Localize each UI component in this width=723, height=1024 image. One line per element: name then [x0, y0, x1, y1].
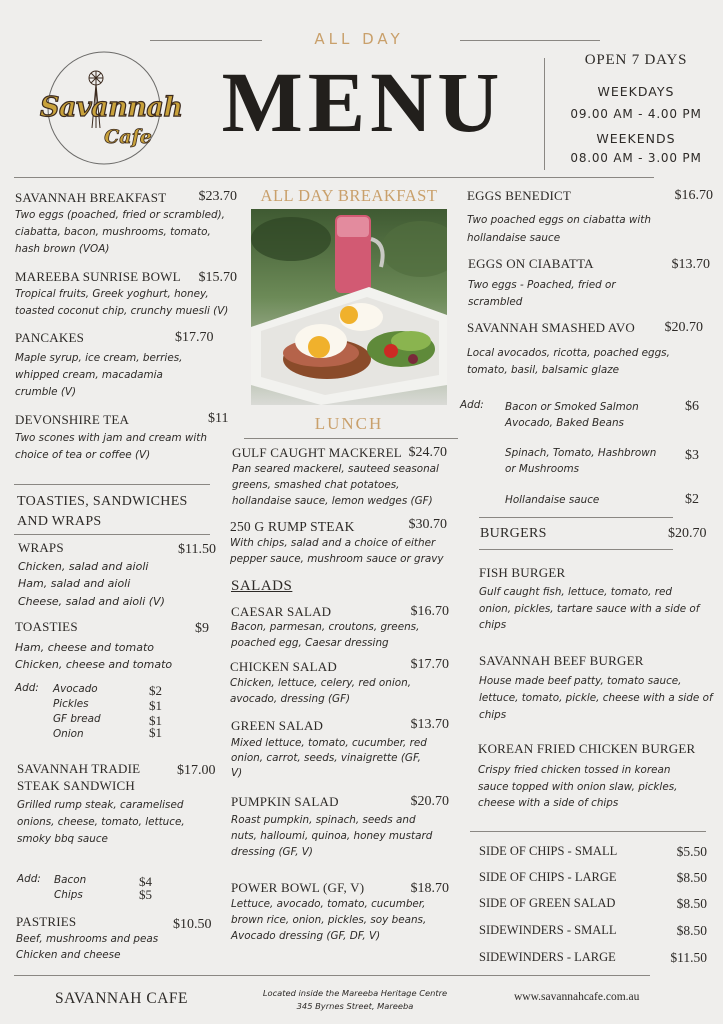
- footer-rule: [14, 975, 650, 976]
- item-name: SAVANNAH SMASHED AVO: [467, 320, 635, 335]
- item-price: $17.70: [175, 330, 214, 345]
- side-name: SIDEWINDERS - SMALL: [479, 923, 617, 937]
- item-price: $24.70: [408, 445, 447, 460]
- item-desc: Two poached eggs on ciabatta with hollandaise sauce: [467, 214, 651, 244]
- item-price: $11.50: [178, 542, 216, 557]
- toasties-add-ons: [15, 682, 205, 742]
- item-name: EGGS ON CIABATTA: [468, 256, 594, 271]
- add-item: Onion: [53, 728, 84, 740]
- add-price: $5: [139, 887, 152, 902]
- item-price: $23.70: [198, 189, 237, 204]
- side-row: [479, 870, 707, 890]
- item-name: KOREAN FRIED CHICKEN BURGER: [478, 741, 696, 756]
- toasties-section-title: TOASTIES, SANDWICHES AND WRAPS: [17, 494, 188, 529]
- item-desc: Pan seared mackerel, sauteed seasonal greens, smashed chat potatoes, hollandaise sauce, lemon wedges (GF): [232, 463, 439, 507]
- side-price: $8.50: [676, 896, 707, 911]
- item-desc: House made beef patty, tomato sauce, lettuce, tomato, pickle, cheese with a side of chips: [479, 675, 713, 721]
- all-day-label: ALL DAY: [314, 30, 404, 48]
- side-row: [479, 923, 707, 943]
- item-line: Chicken and cheese: [16, 949, 121, 961]
- item-name: TOASTIES: [15, 619, 78, 634]
- item-desc: Bacon, parmesan, croutons, greens, poached egg, Caesar dressing: [231, 621, 420, 649]
- item-name: MAREEBA SUNRISE BOWL: [15, 269, 181, 284]
- add-item: GF bread: [53, 713, 101, 725]
- lunch-title: LUNCH: [314, 414, 384, 433]
- toasties-rule-top: [14, 484, 210, 485]
- item-line: Chicken, salad and aioli: [18, 560, 149, 573]
- item-name: EGGS BENEDICT: [467, 188, 572, 203]
- item-name: SAVANNAH TRADIE STEAK SANDWICH: [17, 761, 141, 793]
- toasties-rule-bottom: [14, 534, 210, 535]
- add-price: $1: [149, 698, 162, 713]
- item-name: SAVANNAH BEEF BURGER: [479, 653, 644, 668]
- item-desc: Crispy fried chicken tossed in korean sauce topped with onion slaw, pickles, cheese with a side of chips: [478, 764, 678, 809]
- item-desc: With chips, salad and a choice of either pepper sauce, mushroom sauce or gravy: [230, 537, 444, 565]
- burgers-title: BURGERS: [480, 526, 547, 541]
- all-day-breakfast-title: ALL DAY BREAKFAST: [260, 186, 438, 205]
- item-line: Ham, cheese and tomato: [15, 641, 155, 654]
- logo-subword: Cafe: [104, 126, 152, 148]
- item-name: PANCAKES: [15, 330, 85, 345]
- item-price: $16.70: [674, 188, 713, 203]
- item-desc: Chicken, lettuce, celery, red onion, avocado, dressing (GF): [230, 677, 412, 705]
- item-desc: Maple syrup, ice cream, berries, whipped cream, macadamia crumble (V): [15, 352, 183, 398]
- item-name: CHICKEN SALAD: [230, 659, 337, 674]
- item-price: $20.70: [410, 794, 449, 809]
- add-label: Add:: [15, 682, 39, 694]
- logo: [40, 48, 183, 170]
- add-price: $2: [685, 492, 699, 507]
- breakfast-photo-art: [251, 209, 447, 405]
- side-price: $5.50: [676, 844, 707, 859]
- item-desc: Gulf caught fish, lettuce, tomato, red onion, pickles, tartare sauce with a side of chips: [479, 586, 700, 631]
- add-item: Spinach, Tomato, Hashbrown or Mushrooms: [505, 447, 657, 475]
- sides-rule: [470, 831, 706, 832]
- add-label: Add:: [17, 873, 41, 885]
- burgers-rule-top: [479, 517, 673, 518]
- footer-location-line1: Located inside the Mareeba Heritage Centre: [262, 988, 448, 998]
- burgers-rule-bottom: [479, 549, 673, 550]
- menu-title: MENU: [221, 54, 505, 150]
- item-desc: Lettuce, avocado, tomato, cucumber, brown rice, onion, pickles, soy beans, Avocado dressing (GF, DF, V): [231, 898, 427, 942]
- logo-wordmark: Savannah: [40, 92, 183, 123]
- item-price: $18.70: [410, 881, 449, 896]
- item-price: $17.70: [410, 657, 449, 672]
- item-desc: Grilled rump steak, caramelised onions, cheese, tomato, lettuce, smoky bbq sauce: [17, 799, 185, 845]
- side-price: $8.50: [676, 923, 707, 938]
- lunch-rule: [244, 438, 458, 439]
- item-price: $20.70: [664, 320, 703, 335]
- item-price: $10.50: [173, 917, 212, 932]
- item-price: $30.70: [408, 517, 447, 532]
- item-price: $16.70: [410, 604, 449, 619]
- item-desc: Mixed lettuce, tomato, cucumber, red onion, carrot, seeds, vinaigrette (GF, V): [231, 737, 427, 779]
- side-price: $8.50: [676, 870, 707, 885]
- add-item: Bacon or Smoked Salmon Avocado, Baked Beans: [505, 401, 639, 429]
- footer-cafe-name: SAVANNAH CAFE: [55, 990, 188, 1007]
- item-desc: Two eggs - Poached, fried or scrambled: [468, 279, 616, 308]
- side-row: [479, 950, 707, 970]
- item-desc: Two scones with jam and cream with choice of tea or coffee (V): [15, 432, 207, 461]
- breakfast-photo: [251, 209, 447, 405]
- item-price: $13.70: [410, 717, 449, 732]
- tradie-add-ons: [17, 873, 167, 905]
- add-item: Avocado: [53, 683, 98, 695]
- item-desc: Two eggs (poached, fried or scrambled), ciabatta, bacon, mushrooms, tomato, hash brown (VOA): [15, 209, 225, 255]
- item-name: WRAPS: [18, 540, 64, 555]
- add-price: $2: [149, 683, 162, 698]
- hours-divider: [544, 58, 545, 170]
- item-name: GREEN SALAD: [231, 718, 324, 733]
- item-name: SAVANNAH BREAKFAST: [15, 190, 167, 205]
- item-price: $15.70: [198, 270, 237, 285]
- weekends-label: WEEKENDS: [596, 131, 676, 146]
- add-price: $4: [139, 874, 152, 889]
- footer-website-link[interactable]: www.savannahcafe.com.au: [514, 991, 640, 1003]
- open-days: OPEN 7 DAYS: [584, 52, 688, 68]
- side-name: SIDE OF CHIPS - SMALL: [479, 844, 618, 858]
- item-name: PASTRIES: [16, 914, 77, 929]
- side-name: SIDE OF GREEN SALAD: [479, 896, 616, 910]
- weekends-hours: 08.00 AM - 3.00 PM: [570, 151, 702, 165]
- item-line: Chicken, cheese and tomato: [15, 658, 173, 671]
- item-price: $17.00: [177, 763, 216, 778]
- add-price: $1: [149, 713, 162, 728]
- item-name: GULF CAUGHT MACKEREL: [232, 445, 402, 460]
- add-item: Hollandaise sauce: [505, 494, 600, 506]
- side-row: [479, 844, 707, 864]
- item-desc: Local avocados, ricotta, poached eggs, tomato, basil, balsamic glaze: [467, 347, 670, 376]
- add-item: Bacon: [54, 874, 87, 886]
- burgers-price: $20.70: [668, 526, 707, 541]
- add-price: $6: [685, 399, 699, 414]
- header-bottom-rule: [14, 177, 654, 178]
- side-price: $11.50: [670, 950, 707, 965]
- header-rule-left: [150, 40, 262, 41]
- item-name: DEVONSHIRE TEA: [15, 412, 130, 427]
- add-price: $1: [149, 725, 162, 740]
- item-desc: Tropical fruits, Greek yoghurt, honey, toasted coconut chip, crunchy muesli (V): [15, 288, 229, 317]
- item-name: PUMPKIN SALAD: [231, 794, 339, 809]
- weekdays-label: WEEKDAYS: [597, 84, 675, 99]
- item-name: CAESAR SALAD: [231, 604, 332, 619]
- item-price: $11: [208, 411, 229, 426]
- add-price: $3: [685, 448, 699, 463]
- item-desc: Roast pumpkin, spinach, seeds and nuts, halloumi, quinoa, honey mustard dressing (GF, V): [231, 814, 433, 858]
- item-name: 250 G RUMP STEAK: [230, 519, 355, 534]
- side-name: SIDE OF CHIPS - LARGE: [479, 870, 617, 884]
- add-item: Pickles: [53, 698, 89, 710]
- weekdays-hours: 09.00 AM - 4.00 PM: [570, 107, 702, 121]
- item-name: FISH BURGER: [479, 565, 566, 580]
- side-row: [479, 896, 707, 916]
- item-line: Ham, salad and aioli: [18, 577, 131, 590]
- header-rule-right: [460, 40, 600, 41]
- item-line: Cheese, salad and aioli (V): [18, 595, 165, 608]
- salads-title: SALADS: [231, 578, 293, 594]
- breakfast-add-ons: [460, 397, 705, 512]
- item-name: POWER BOWL (GF, V): [231, 880, 365, 895]
- item-price: $13.70: [671, 257, 710, 272]
- item-price: $9: [195, 621, 209, 636]
- footer-location-line2: 345 Byrnes Street, Mareeba: [296, 1001, 414, 1011]
- add-label: Add:: [460, 399, 484, 411]
- side-name: SIDEWINDERS - LARGE: [479, 950, 616, 964]
- item-line: Beef, mushrooms and peas: [16, 933, 159, 945]
- add-item: Chips: [54, 889, 83, 901]
